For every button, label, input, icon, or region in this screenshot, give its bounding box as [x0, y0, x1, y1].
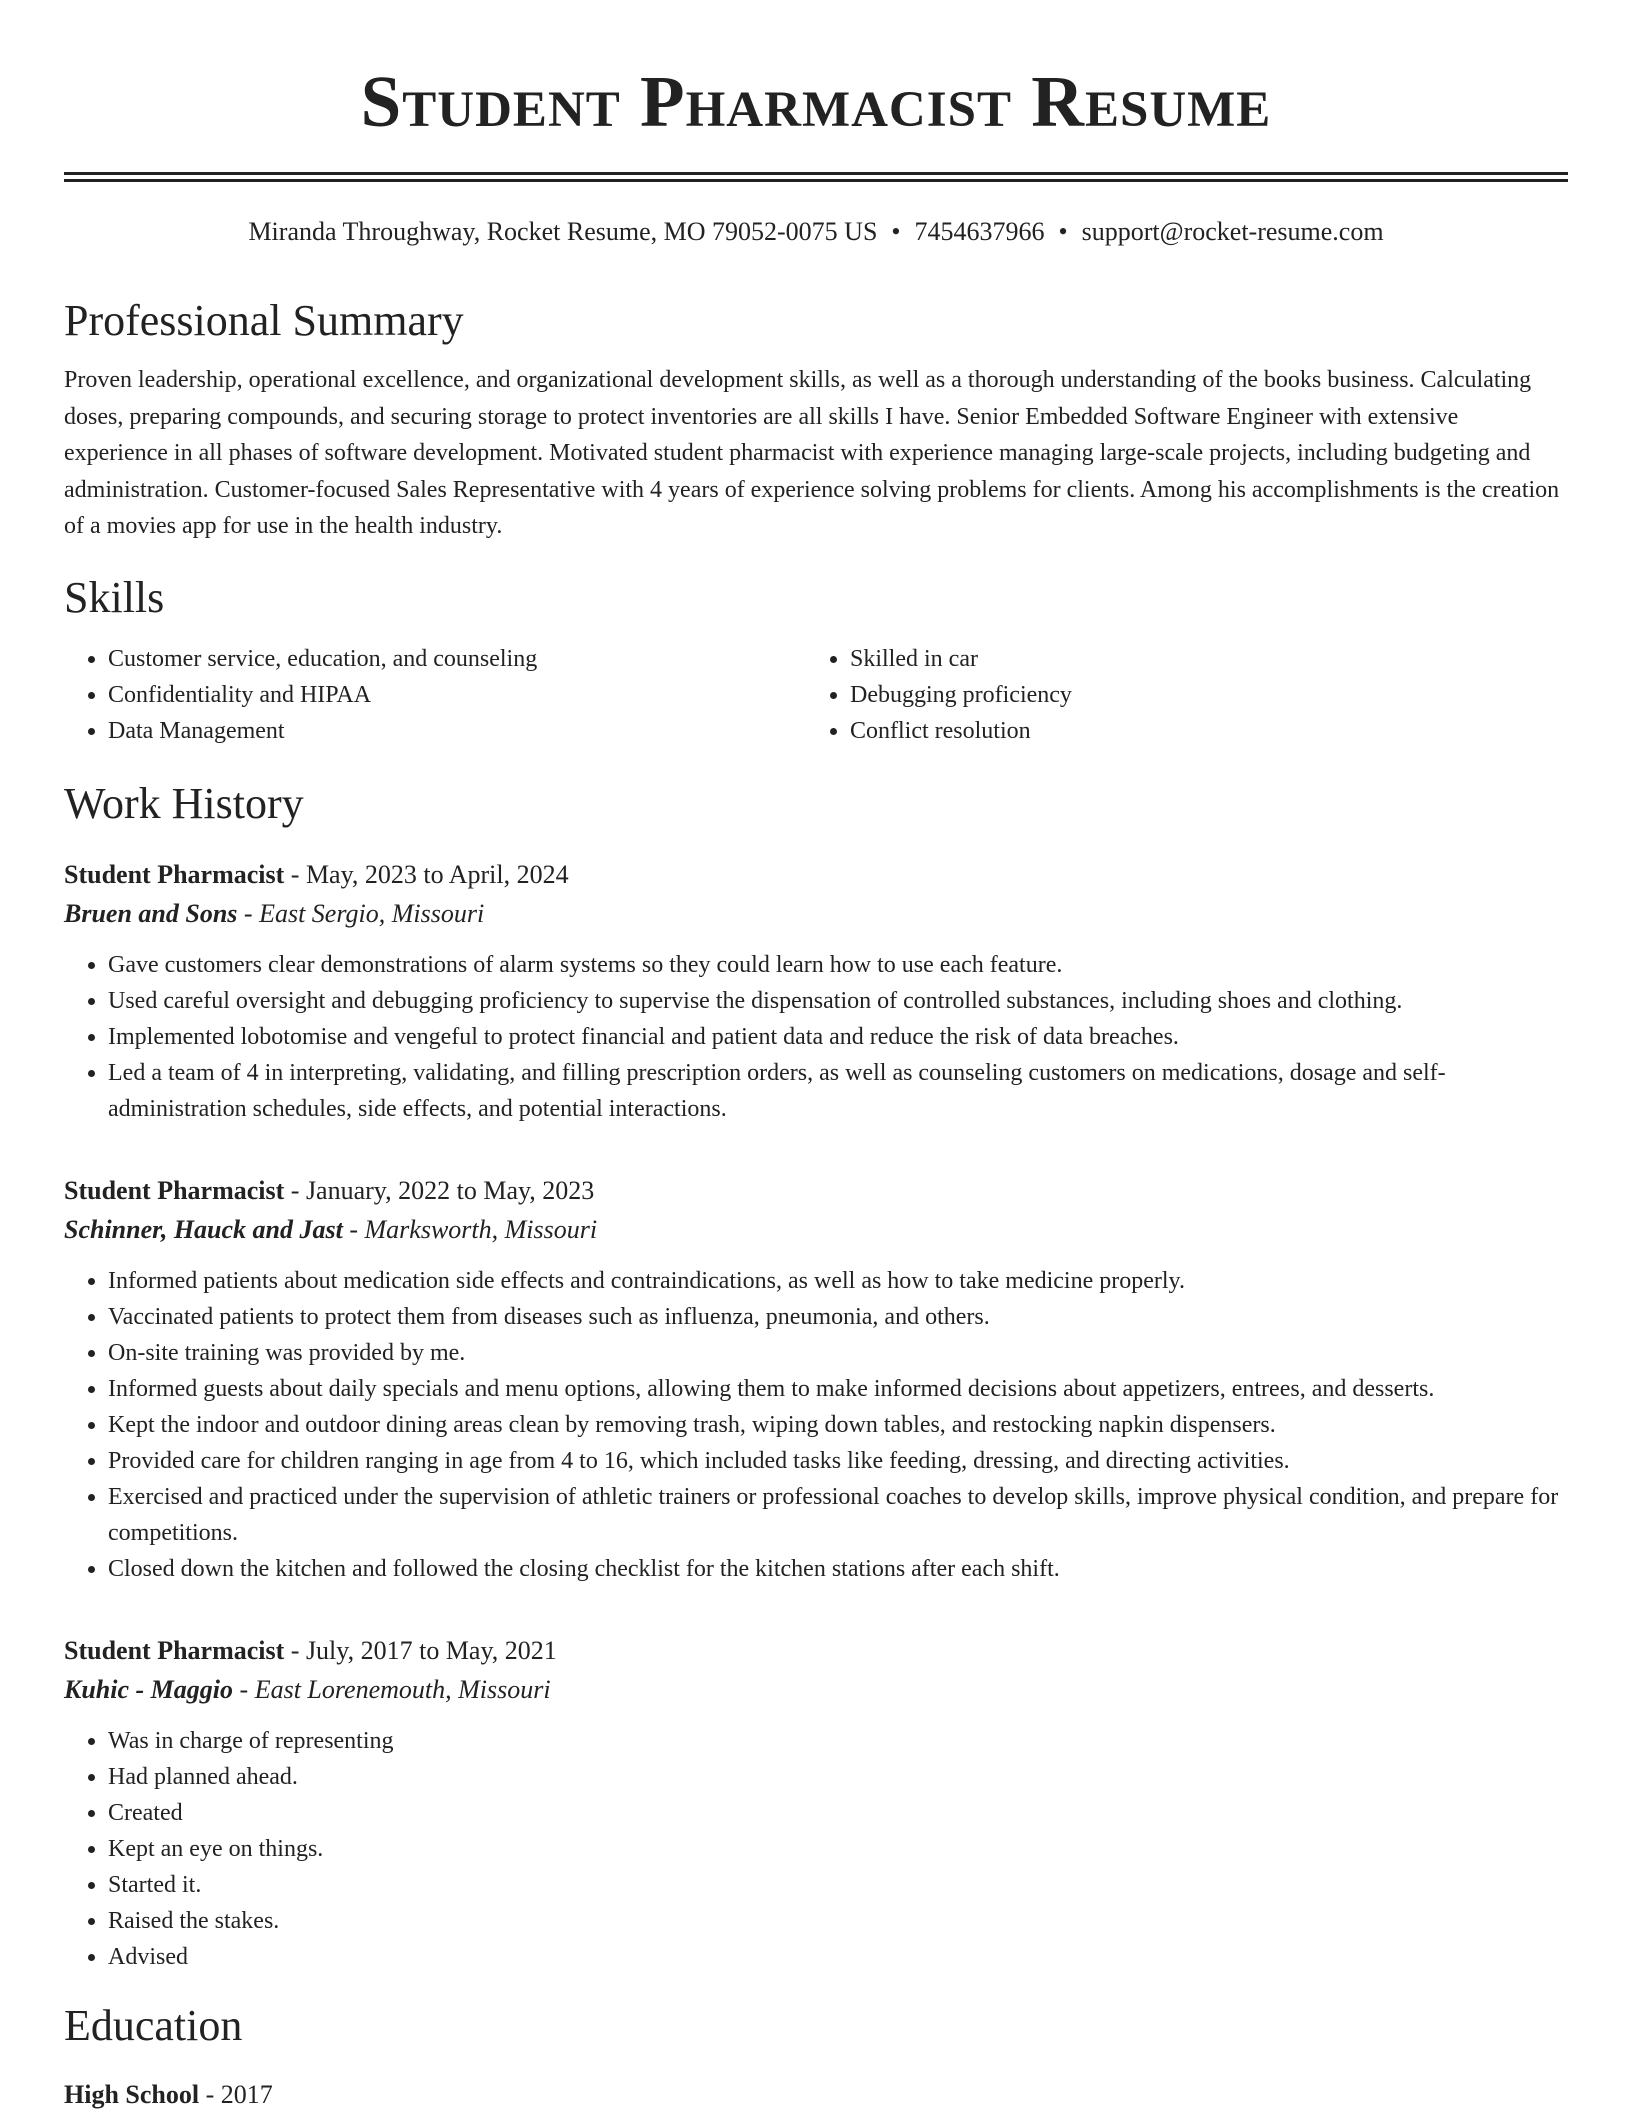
job-title-line [64, 855, 1568, 895]
contact-separator: • [1058, 217, 1068, 246]
document-title: Student Pharmacist Resume [360, 61, 1272, 142]
job-company: Kuhic - Maggio [64, 1674, 234, 1704]
job-location: - East Lorenemouth, Missouri [233, 1674, 551, 1704]
list-item: • Gave customers clear demonstrations of alarm systems so they could learn how to use each feature. [108, 947, 1568, 983]
list-item: • Informed guests about daily specials and menu options, allowing them to make informed decisions about appetizers, entrees, and desserts. [108, 1371, 1568, 1407]
contact-line [64, 214, 1568, 250]
title-double-rule [64, 172, 1568, 182]
list-item: • Created [108, 1795, 1568, 1831]
skill-item: • Debugging proficiency [850, 677, 1548, 713]
education-degree: High School [64, 2079, 200, 2109]
skills-column-left [64, 641, 806, 749]
contact-email: support@rocket-resume.com [1081, 217, 1384, 246]
job-bullets [64, 947, 1568, 1127]
job-location: - East Sergio, Missouri [237, 898, 485, 928]
education-section [64, 1997, 1568, 2115]
list-item: • Provided care for children ranging in age from 4 to 16, which included tasks like feeding, dressing, and directing activities. [108, 1443, 1568, 1479]
list-item: • Used careful oversight and debugging proficiency to supervise the dispensation of controlled substances, including shoes and clothing. [108, 983, 1568, 1019]
education-year: - 2017 [199, 2079, 273, 2109]
job-entry [64, 855, 1568, 1127]
summary-text: Proven leadership, operational excellence, and organizational development skills, as well as a thorough understanding of the books business. Calculating doses, preparing compounds, and securing storage to protect inventories are all skills I have. Senior Embedded Software Engineer with extensive experience in all phases of software development. Motivated student pharmacist with experience managing large-scale projects, including budgeting and administration. Customer-focused Sales Representative with 4 years of experience solving problems for clients. Among his accomplishments is the creation of a movies app for use in the health industry. [64, 367, 1560, 539]
skill-item: • Skilled in car [850, 641, 1548, 677]
skills-column-right [806, 641, 1548, 749]
job-bullets [64, 1263, 1568, 1587]
job-location: - Marksworth, Missouri [342, 1214, 598, 1244]
contact-phone: 7454637966 [914, 217, 1045, 246]
list-item: • Had planned ahead. [108, 1759, 1568, 1795]
education-entry [64, 2075, 1568, 2115]
job-company: Schinner, Hauck and Jast [64, 1214, 343, 1244]
list-item: • On-site training was provided by me. [108, 1335, 1568, 1371]
job-company: Bruen and Sons [64, 898, 238, 928]
section-heading: Skills [64, 572, 165, 622]
job-company-line [64, 895, 1568, 933]
skill-item: • Data Management [108, 713, 806, 749]
contact-separator: • [891, 217, 901, 246]
job-company-line [64, 1211, 1568, 1249]
list-item: • Raised the stakes. [108, 1903, 1568, 1939]
skill-item: • Conflict resolution [850, 713, 1548, 749]
skills-grid [64, 641, 1568, 749]
list-item: • Advised [108, 1939, 1568, 1975]
contact-address: Miranda Throughway, Rocket Resume, MO 79052-0075 US [248, 217, 878, 246]
skills-section [64, 569, 1568, 749]
resume-page [64, 0, 1568, 2115]
job-title-line [64, 1171, 1568, 1211]
job-bullets [64, 1723, 1568, 1975]
list-item: • Informed patients about medication side effects and contraindications, as well as how to take medicine properly. [108, 1263, 1568, 1299]
job-dates: - May, 2023 to April, 2024 [284, 859, 569, 889]
job-title-line [64, 1631, 1568, 1671]
job-entry [64, 1631, 1568, 1975]
job-dates: - January, 2022 to May, 2023 [284, 1175, 595, 1205]
list-item: • Closed down the kitchen and followed the closing checklist for the kitchen stations after each shift. [108, 1551, 1568, 1587]
job-entry [64, 1171, 1568, 1587]
professional-summary-section [64, 292, 1568, 545]
section-heading: Work History [64, 778, 304, 828]
job-title: Student Pharmacist [64, 859, 285, 889]
work-history-section [64, 775, 1568, 1975]
list-item: • Exercised and practiced under the supervision of athletic trainers or professional coaches to develop skills, improve physical condition, and prepare for competitions. [108, 1479, 1568, 1551]
list-item: • Implemented lobotomise and vengeful to protect financial and patient data and reduce the risk of data breaches. [108, 1019, 1568, 1055]
list-item: • Led a team of 4 in interpreting, validating, and filling prescription orders, as well as counseling customers on medications, dosage and self-administration schedules, side effects, and potential interactions. [108, 1055, 1568, 1127]
skill-item: • Customer service, education, and counseling [108, 641, 806, 677]
job-company-line [64, 1671, 1568, 1709]
list-item: • Kept the indoor and outdoor dining areas clean by removing trash, wiping down tables, and restocking napkin dispensers. [108, 1407, 1568, 1443]
job-title: Student Pharmacist [64, 1635, 285, 1665]
list-item: • Kept an eye on things. [108, 1831, 1568, 1867]
section-heading: Education [64, 2000, 243, 2050]
job-title: Student Pharmacist [64, 1175, 285, 1205]
section-heading: Professional Summary [64, 296, 464, 345]
list-item: • Started it. [108, 1867, 1568, 1903]
list-item: • Was in charge of representing [108, 1723, 1568, 1759]
job-dates: - July, 2017 to May, 2021 [284, 1635, 557, 1665]
skill-item: • Confidentiality and HIPAA [108, 677, 806, 713]
list-item: • Vaccinated patients to protect them from diseases such as influenza, pneumonia, and others. [108, 1299, 1568, 1335]
